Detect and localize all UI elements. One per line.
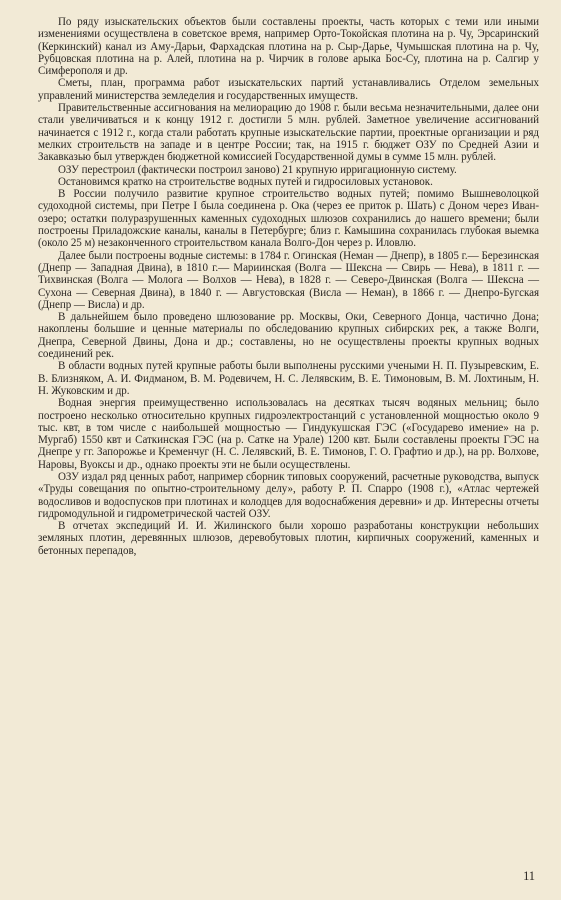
paragraph-waterway-construction: В России получило развитие крупное строительство водных путей; помимо Вышневолоцкой судоходной системы, при Петре I была соединена р. Ока (через ее приток р. Шать) с Доном через Иван-озеро; остатки полуразрушенных каменных судоходных шлюзов сохранились до нашего времени; были построены Приладожские каналы, каналы в Петербурге; близ г. Камышина сохранилась глубокая выемка (около 25 м) незаконченного строительством канала Волго-Дон через р. Иловлю. — [38, 188, 539, 250]
paragraph-ozu-publications: ОЗУ издал ряд ценных работ, например сборник типовых сооружений, расчетные руководства, выпуск «Труды совещания по опытно-строительному делу», работу Р. П. Спарро (1908 г.), «Атлас чертежей водосливов и водоспусков при плотинах и колодцев для водоснабжения деревни» и др. Интересны отчеты гидромодульной и гидрометрической частей ОЗУ. — [38, 470, 539, 520]
paragraph-hydropower: Водная энергия преимущественно использовалась на десятках тысяч водяных мельниц; было построено несколько относительно крупных гидроэлектростанций с установленной мощностью около 9 тыс. квт, в том числе с наибольшей мощностью — Гиндукушская ГЭС («Государево имение» на р. Мургаб) 1550 квт и Саткинская ГЭС (на р. Сатке на Урале) 1200 квт. Были составлены проекты ГЭС на Днепре у гг. Запорожье и Кременчуг (Н. С. Лелявский, В. Е. Тимонов, Г. О. Графтио и др.), на рр. Волхове, Наровы, Вуоксы и др., однако проекты эти не были осуществлены. — [38, 397, 539, 471]
paragraph-survey-projects: По ряду изыскательских объектов были составлены проекты, часть которых с теми или иными изменениями осуществлена в советское время, например Орто-Токойская плотина на р. Чу, Эрсаринский (Керкинский) канал из Аму-Дарьи, Фархадская плотина на р. Сыр-Дарье, Чумышская плотина на р. Чу, Рубцовская плотина на р. Алей, плотина на р. Чирчик в голове арыка Бос-Су, плотина на р. Салгир у Симферополя и др. — [38, 16, 539, 78]
paragraph-expeditions: В отчетах экспедиций И. И. Жилинского были хорошо разработаны конструкции небольших земляных плотин, деревянных шлюзов, деревобутовых плотин, кирпичных сооружений, каменных и бетонных перепадов, — [38, 520, 539, 557]
paragraph-river-locks: В дальнейшем было проведено шлюзование рр. Москвы, Оки, Северного Донца, частично Дона; накоплены большие и ценные материалы по обследованию крупных сибирских рек, а также Волги, Днепра, Северной Двины, Дона и др.; составлены, но не осуществлены проекты крупных водных соединений рек. — [38, 311, 539, 361]
paragraph-water-systems: Далее были построены водные системы: в 1784 г. Огинская (Неман — Днепр), в 1805 г.— Березинская (Днепр — Западная Двина), в 1810 г.— Мариинская (Волга — Шексна — Свирь — Нева), в 1811 г. — Тихвинская (Волга — Молога — Волхов — Нева), в 1828 г. — Северо-Двинская (Волга — Шексна — Сухона — Северная Двина), в 1840 г. — Августовская (Висла — Неман), в 1866 г. — Днепро-Бугская (Днепр — Висла) и др. — [38, 249, 539, 311]
paragraph-appropriations: Правительственные ассигнования на мелиорацию до 1908 г. были весьма незначительными, далее они стали увеличиваться и к концу 1912 г. достигли 5 млн. рублей. Заметное увеличение ассигнований начинается с 1912 г., когда стали работать крупные изыскательские партии, проектные организации и ряд мелких строительств на западе и в центре России; так, на 1915 г. бюджет ОЗУ по Средней Азии и Закавказью был утвержден бюджетной комиссией Государственной думы в сумме 15 млн. рублей. — [38, 102, 539, 164]
paragraph-waterways-intro: Остановимся кратко на строительстве водных путей и гидросиловых установок. — [58, 175, 433, 188]
paragraph-estimates: Сметы, план, программа работ изыскательских партий устанавливались Отделом земельных управлений министерства земледелия и государственных имуществ. — [38, 77, 539, 102]
paragraph-scientists: В области водных путей крупные работы были выполнены русскими учеными Н. П. Пузыревским, Е. В. Близняком, А. И. Фидманом, В. М. Родевичем, Н. С. Лелявским, В. Е. Тимоновым, В. М. Лохтиным, Н. Н. Жуковским и др. — [38, 360, 539, 397]
page-number: 11 — [523, 868, 535, 883]
paragraph-irrigation-systems: ОЗУ перестроил (фактически построил заново) 21 крупную ирригационную систему. — [58, 163, 457, 176]
